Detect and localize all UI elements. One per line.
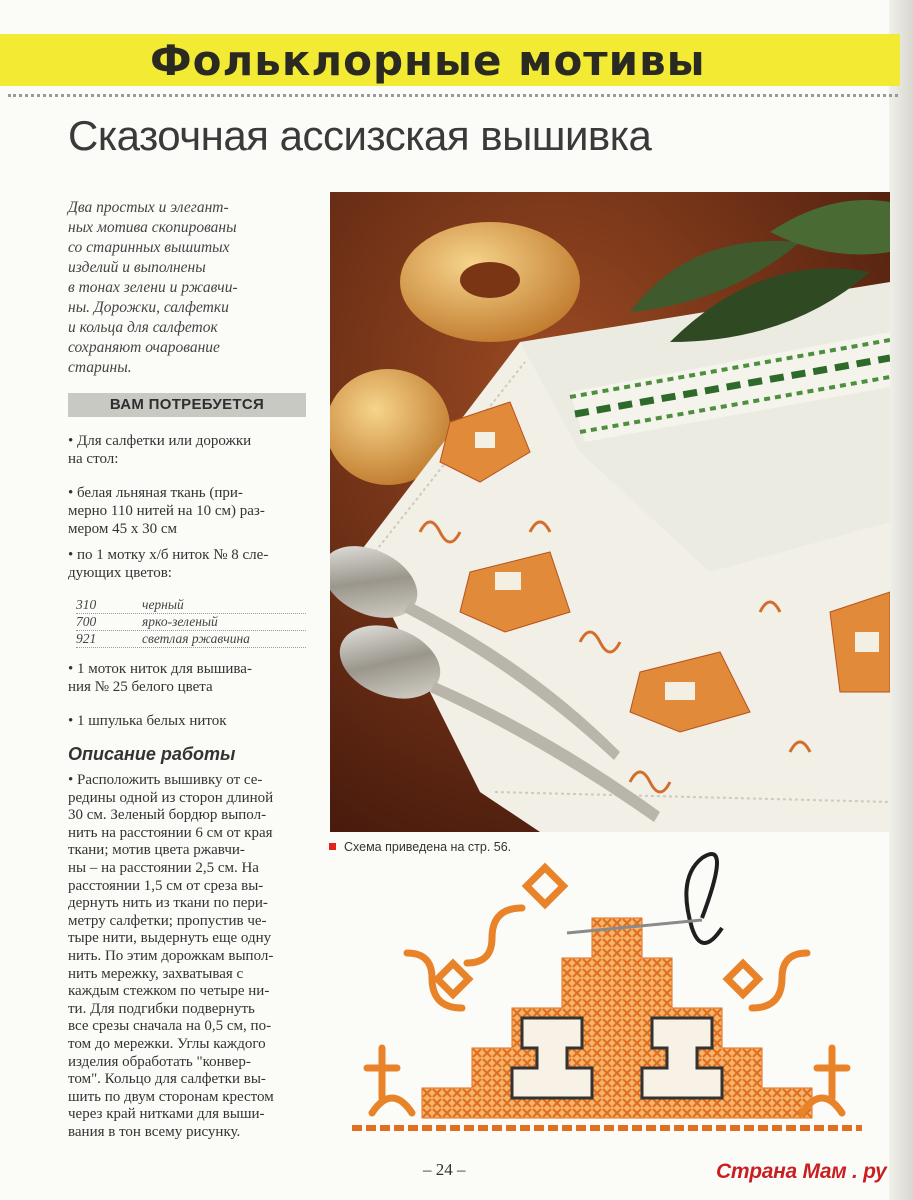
work-description-text: • Расположить вышивку от се- редины одной из сторон длиной 30 см. Зеленый бордюр выпол- нить на расстоянии 6 см от края ткани; мотив цвета ржавчи- ны – на расстоянии 2,5 см. На расстоянии 1,5 см от среза вы- дернуть нить из ткани по пери- метру салфетки; пропустив че- тыре нити, выдернуть еще одну нить. По этим дорожкам выпол- нить мережку, захватывая с каждым стежком по четыре ни- ти. Для подгибки подвернуть все срезы сначала на 0,5 см, по- том до мережки. Углы каждого изделия обработать "конвер- том". Кольцо для салфетки вы- шить по двум сторонам крестом через край нитками для выши- вания в тон всему рисунку. bbox=[68, 772, 274, 1140]
embroidery-photo bbox=[330, 192, 890, 832]
caption-marker-icon bbox=[329, 843, 336, 850]
materials-item: • белая льняная ткань (при- мерно 110 нитей на 10 см) раз- мером 45 х 30 см bbox=[68, 485, 265, 537]
thread-color-row: 310 черный bbox=[76, 597, 306, 614]
section-title: Фольклорные мотивы bbox=[150, 36, 706, 85]
thread-color-table bbox=[76, 597, 306, 648]
intro-paragraph: Два простых и элегант- ных мотива скопированы со старинных вышитых изделий и выполнены в тонах зелени и ржавчи- ны. Дорожки, салфетки и кольца для салфеток сохраняют очарование старины. bbox=[68, 199, 238, 376]
site-watermark: Страна Мам . ру bbox=[716, 1160, 887, 1183]
page-edge bbox=[889, 0, 913, 1200]
materials-item: • по 1 мотку х/б ниток № 8 сле- дующих цветов: bbox=[68, 547, 269, 581]
thread-color-row: 700 ярко-зеленый bbox=[76, 614, 306, 631]
embroidery-scheme-illustration bbox=[342, 848, 872, 1138]
materials-item: • 1 моток ниток для вышива- ния № 25 белого цвета bbox=[68, 661, 252, 695]
page-number: – 24 – bbox=[423, 1160, 466, 1179]
materials-item: • Для салфетки или дорожки на стол: bbox=[68, 433, 252, 467]
materials-item: • 1 шпулька белых ниток bbox=[68, 713, 227, 729]
page-title: Сказочная ассизская вышивка bbox=[68, 112, 652, 159]
dotted-divider bbox=[8, 94, 898, 97]
thread-color-row: 921 светлая ржавчина bbox=[76, 631, 306, 648]
work-description-heading: Описание работы bbox=[68, 744, 236, 764]
materials-heading: ВАМ ПОТРЕБУЕТСЯ bbox=[68, 393, 306, 417]
scheme-caption: Схема приведена на стр. 56. bbox=[329, 840, 511, 854]
